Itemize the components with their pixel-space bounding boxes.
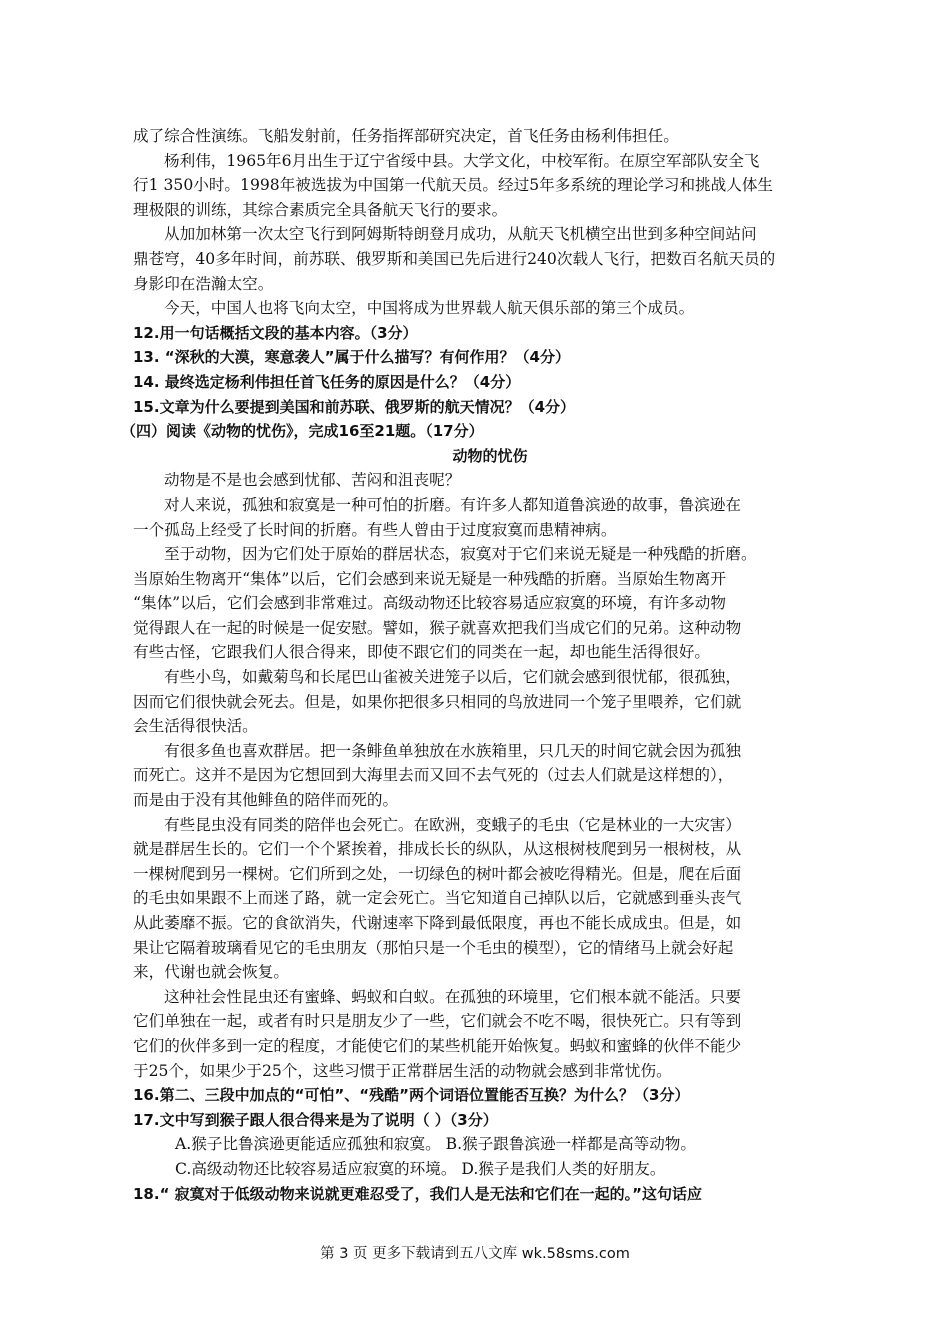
text-line: 它们单独在一起，或者有时只是朋友少了一些，它们就会不吃不喝，很快死亡。只有等到 [133,1012,742,1031]
question-18: 18.“ 寂寞对于低级动物来说就更难忍受了，我们人是无法和它们在一起的。”这句话应 [133,1184,703,1203]
section-intro: （四）阅读《动物的忧伤》，完成16至21题。（17分） [121,422,484,441]
text-line: 而死亡。这并不是因为它想回到大海里去而又回不去气死的（过去人们就是这样想的）， [133,766,734,785]
question-14: 14. 最终选定杨利伟担任首飞任务的原因是什么？（4分） [133,372,521,391]
question-17-options-ab: A.猴子比鲁滨逊更能适应孤独和寂寞。 B.猴子跟鲁滨逊一样都是高等动物。 [175,1135,696,1154]
text-line: 至于动物，因为它们处于原始的群居状态，寂寞对于它们来说无疑是一种残酷的折磨。 [164,545,757,564]
text-line: “集体”以后，它们会感到非常难过。高级动物还比较容易适应寂寞的环境，有许多动物 [133,594,726,613]
text-line: 当原始生物离开“集体”以后，它们会感到来说无疑是一种残酷的折磨。当原始生物离开 [133,569,726,588]
text-line: 觉得跟人在一起的时候是一促安慰。譬如，猴子就喜欢把我们当成它们的兄弟。这种动物 [133,618,742,637]
text-line: 会生活得很快活。 [133,717,258,736]
page-content [121,124,823,1206]
text-line: 鼎苍穹，40多年时间，前苏联、俄罗斯和美国已先后进行240次载人飞行，把数百名航天员的 [133,249,776,268]
text-line: 就是群居生长的。它们一个个紧挨着，排成长长的纵队，从这根树枝爬到另一根树枝，从 [133,840,742,859]
text-line: 有很多鱼也喜欢群居。把一条鲱鱼单独放在水族箱里，只几天的时间它就会因为孤独 [164,741,741,760]
text-line: 一棵树爬到另一棵树。它们所到之处，一切绿色的树叶都会被吃得精光。但是，爬在后面 [133,864,742,883]
text-line: 对人来说，孤独和寂寞是一种可怕的折磨。有许多人都知道鲁滨逊的故事，鲁滨逊在 [164,495,741,514]
text-line: 杨利伟，1965年6月出生于辽宁省绥中县。大学文化，中校军衔。在原空军部队安全飞 [164,151,760,170]
text-line: 今天，中国人也将飞向太空，中国将成为世界载人航天俱乐部的第三个成员。 [164,299,695,318]
text-line: 因而它们很快就会死去。但是，如果你把很多只相同的鸟放进同一个笼子里喂养，它们就 [133,692,742,711]
text-line: 一个孤岛上经受了长时间的折磨。有些人曾由于过度寂寞而患精神病。 [133,520,617,539]
text-line: 于25个，如果少于25个，这些习惯于正常群居生活的动物就会感到非常忧伤。 [133,1061,672,1080]
text-line: 而是由于没有其他鲱鱼的陪伴而死的。 [133,791,399,810]
question-15: 15.文章为什么要提到美国和前苏联、俄罗斯的航天情况？（4分） [133,397,576,416]
text-line: 理极限的训练，其综合素质完全具备航天飞行的要求。 [133,200,508,219]
text-line: 果让它隔着玻璃看见它的毛虫朋友（那怕只是一个毛虫的模型），它的情绪马上就会好起 [133,938,734,957]
text-line: 动物是不是也会感到忧郁、苦闷和沮丧呢？ [164,471,461,490]
question-12: 12.用一句话概括文段的基本内容。（3分） [133,323,418,342]
question-16: 16.第二、三段中加点的“可怕”、“残酷”两个词语位置能否互换？为什么？（3分） [133,1086,690,1105]
text-line: 行1 350小时。1998年被选拔为中国第一代航天员。经过5年多系统的理论学习和挑战人体生 [133,176,774,195]
text-line: 从加加林第一次太空飞行到阿姆斯特朗登月成功，从航天飞机横空出世到多种空间站问 [164,225,757,244]
passage-title: 动物的忧伤 [452,446,528,465]
question-17: 17.文中写到猴子跟人很合得来是为了说明（ ）（3分） [133,1110,498,1129]
text-line: 的毛虫如果跟不上而迷了路，就一定会死亡。当它知道自己掉队以后，它就感到垂头丧气 [133,889,742,908]
text-line: 来，代谢也就会恢复。 [133,963,289,982]
text-line: 有些昆虫没有同类的陪伴也会死亡。在欧洲，变蛾子的毛虫（它是林业的一大灾害） [164,815,741,834]
text-line: 身影印在浩瀚太空。 [133,274,274,293]
text-line: 它们的伙伴多到一定的程度，才能使它们的某些机能开始恢复。蚂蚁和蜜蜂的伙伴不能少 [133,1036,742,1055]
text-line: 成了综合性演练。飞船发射前，任务指挥部研究决定，首飞任务由杨利伟担任。 [133,127,679,145]
text-line: 有些古怪，它跟我们人很合得来，即使不跟它们的同类在一起，却也能生活得很好。 [133,643,710,662]
text-line: 从此萎靡不振。它的食欲消失，代谢速率下降到最低限度，再也不能长成成虫。但是，如 [133,914,742,932]
text-line: 这种社会性昆虫还有蜜蜂、蚂蚁和白蚁。在孤独的环境里，它们根本就不能活。只要 [164,987,741,1006]
question-13: 13. “深秋的大漠，寒意袭人”属于什么描写？有何作用？（4分） [133,348,570,367]
text-line: 有些小鸟，如戴菊鸟和长尾巴山雀被关进笼子以后，它们就会感到很忧郁，很孤独， [164,668,741,687]
page-footer: 第 3 页 更多下载请到五八文库 wk.58sms.com [320,1246,630,1262]
question-17-options-cd: C.高级动物还比较容易适应寂寞的环境。 D.猴子是我们人类的好朋友。 [175,1159,666,1178]
